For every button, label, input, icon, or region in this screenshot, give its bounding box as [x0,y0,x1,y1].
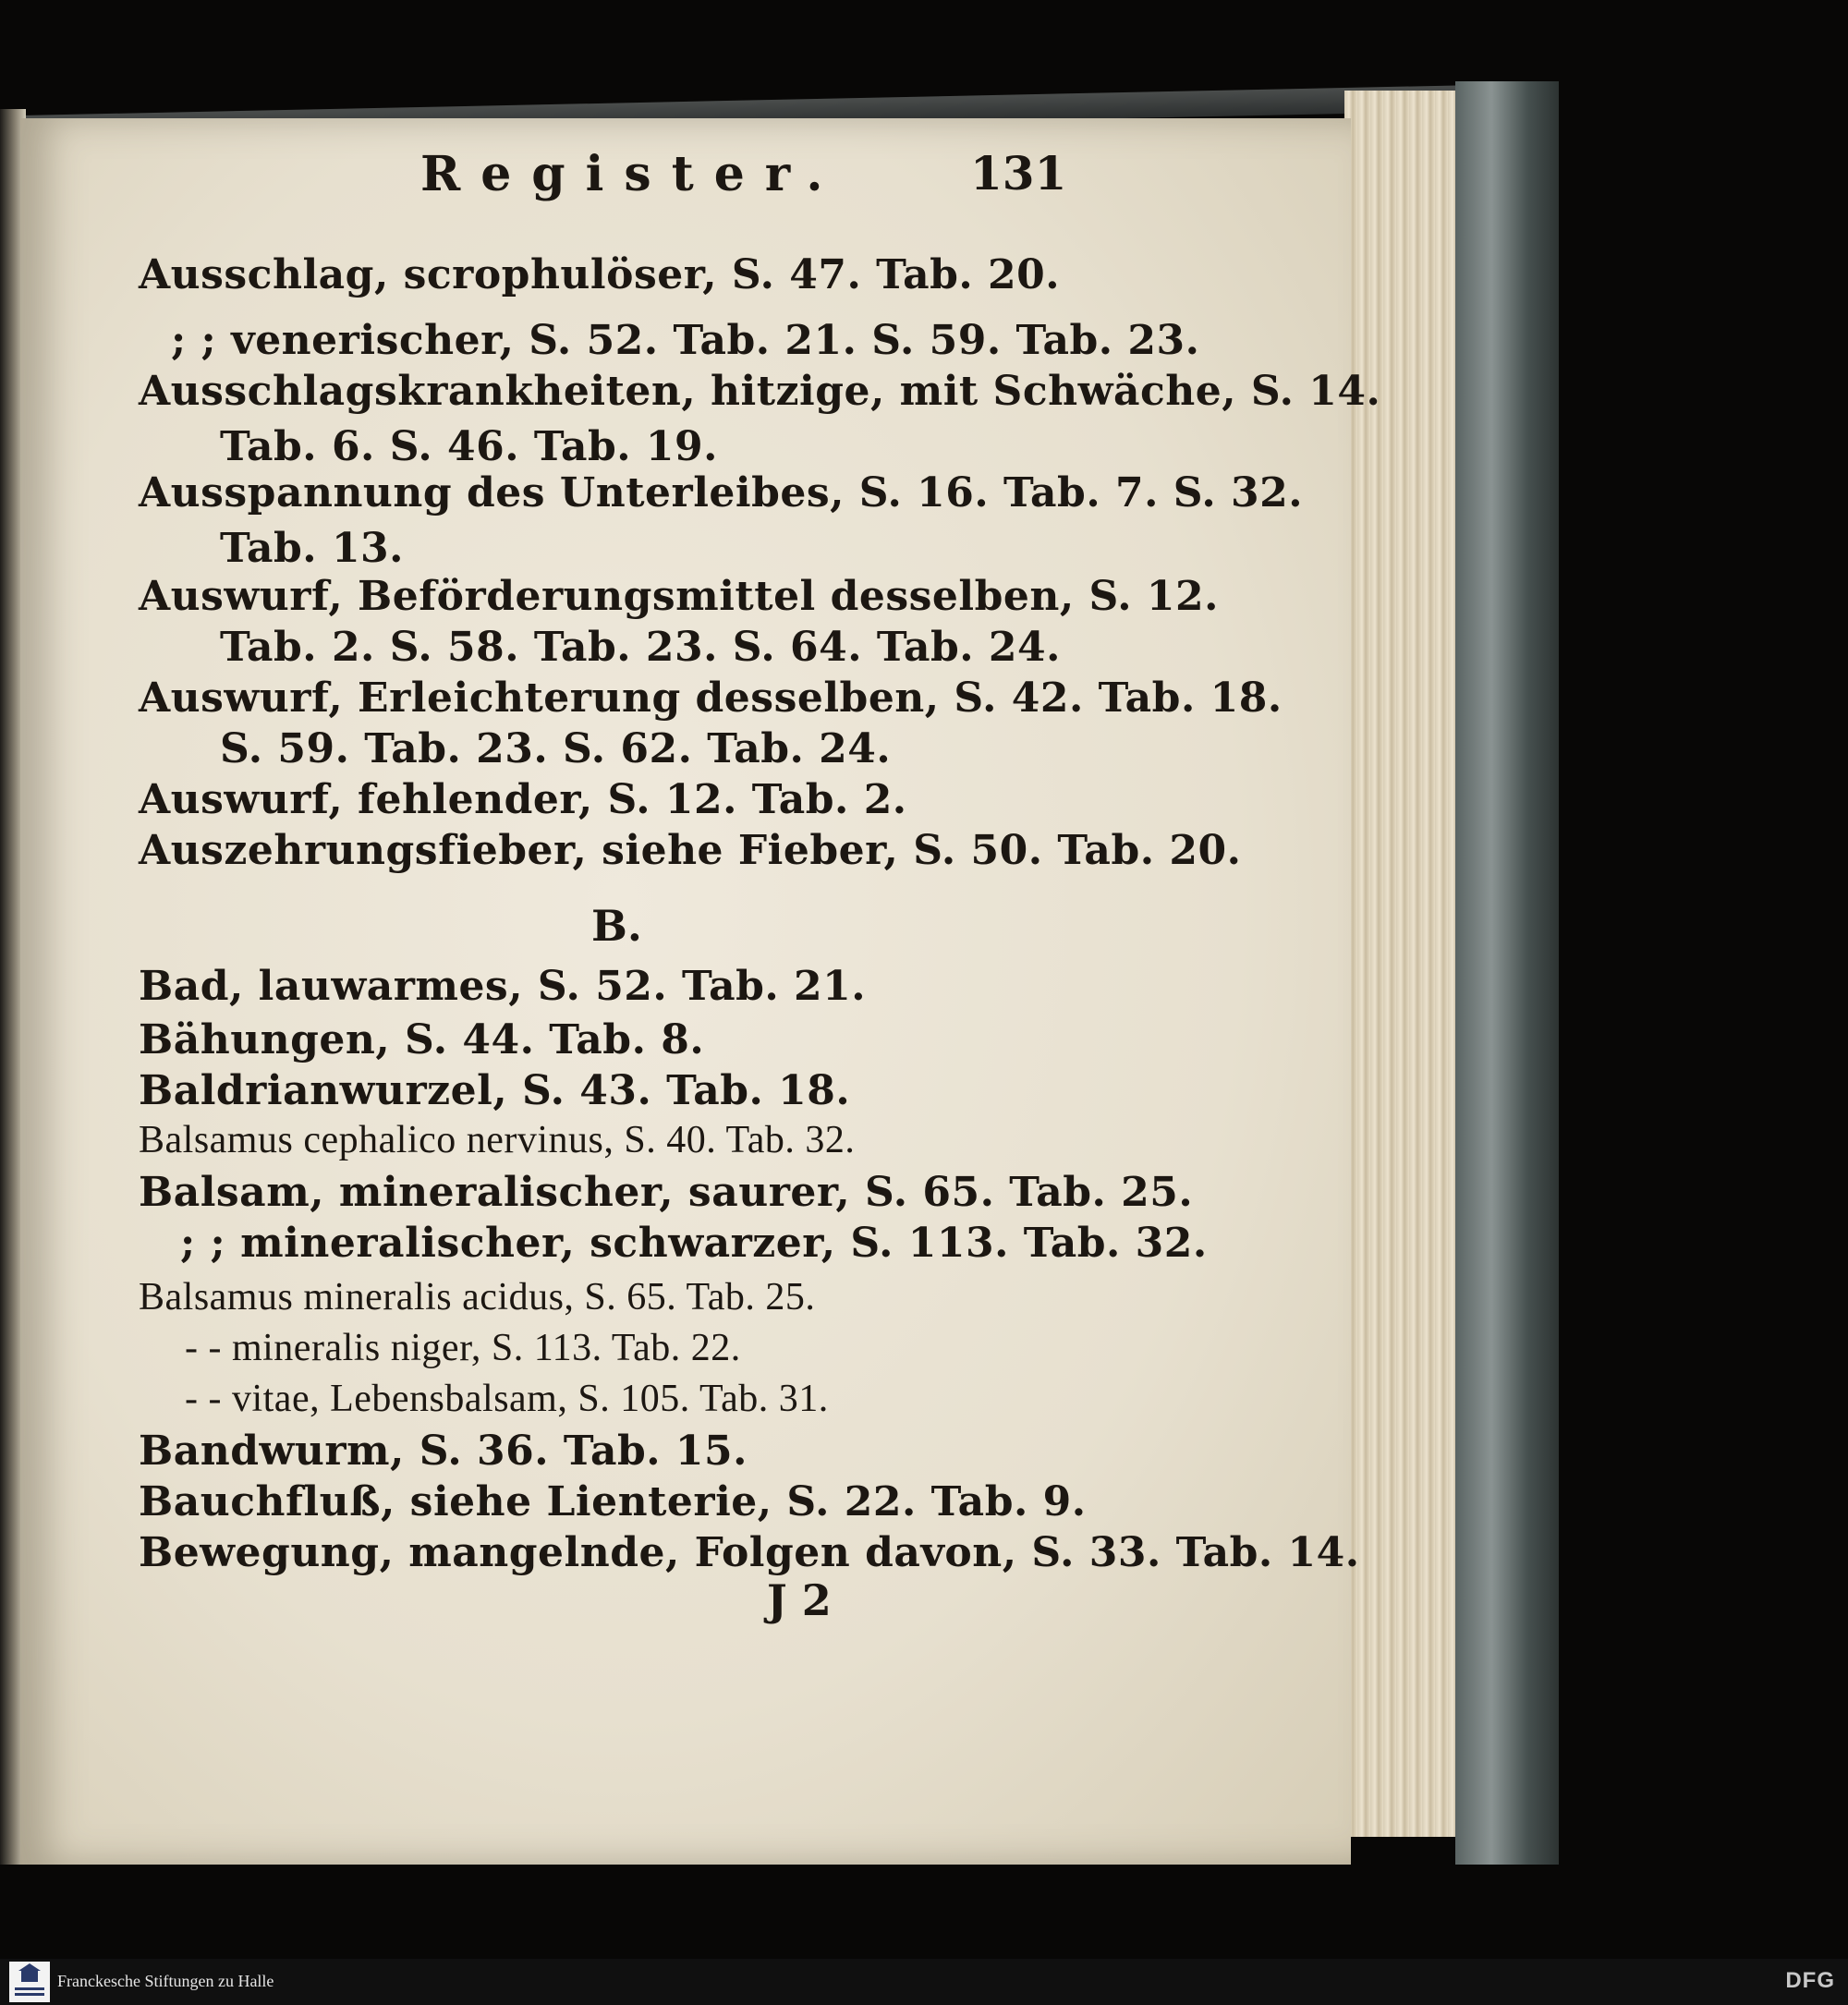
footer-bar [0,1959,1848,2005]
index-entry: Tab. 2. S. 58. Tab. 23. S. 64. Tab. 24. [220,624,1061,671]
index-entry: Auszehrungsfieber, siehe Fieber, S. 50. Tab. 20. [139,827,1242,874]
printer-signature: J 2 [767,1575,832,1625]
index-entry: S. 59. Tab. 23. S. 62. Tab. 24. [220,725,892,772]
index-entry: Ausschlag, scrophulöser, S. 47. Tab. 20. [139,251,1061,298]
institution-name: Franckesche Stiftungen zu Halle [57,1972,274,1990]
index-entry: Ausspannung des Unterleibes, S. 16. Tab. 7. S. 32. [139,469,1304,516]
index-entry: Auswurf, Erleichterung desselben, S. 42. Tab. 18. [139,674,1283,722]
section-letter: B. [591,901,642,951]
index-entry: Tab. 6. S. 46. Tab. 19. [220,423,718,470]
index-entry: Auswurf, Beförderungsmittel desselben, S. 12. [139,573,1219,620]
index-entry: - - vitae, Lebensbalsam, S. 105. Tab. 31. [185,1378,829,1420]
index-entry: Bähungen, S. 44. Tab. 8. [139,1016,705,1063]
index-entry: Tab. 13. [220,525,404,572]
francke-house-icon [9,1962,50,2002]
index-entry: Bauchfluß, siehe Lienterie, S. 22. Tab. 9. [139,1478,1087,1525]
index-entry: Balsamus cephalico nervinus, S. 40. Tab. 32. [139,1119,856,1161]
running-header: Register. [420,146,844,202]
dfg-logo: DFG [1785,1968,1835,1993]
index-entry: Balsamus mineralis acidus, S. 65. Tab. 25. [139,1276,816,1318]
index-entry: ; ; mineralischer, schwarzer, S. 113. Tab. 32. [180,1220,1208,1267]
index-entry: Balsam, mineralischer, saurer, S. 65. Tab. 25. [139,1169,1194,1216]
index-entry: Bandwurm, S. 36. Tab. 15. [139,1428,748,1475]
index-entry: Bewegung, mangelnde, Folgen davon, S. 33. Tab. 14. [139,1529,1360,1576]
index-entry: Auswurf, fehlender, S. 12. Tab. 2. [139,776,907,823]
index-entry: Baldrianwurzel, S. 43. Tab. 18. [139,1067,851,1114]
page-number: 131 [970,146,1067,200]
index-entry: ; ; venerischer, S. 52. Tab. 21. S. 59. Tab. 23. [171,317,1200,364]
index-entry: Ausschlagskrankheiten, hitzige, mit Schwäche, S. 14. [139,368,1381,415]
index-entry: - - mineralis niger, S. 113. Tab. 22. [185,1327,741,1369]
index-entry: Bad, lauwarmes, S. 52. Tab. 21. [139,963,867,1010]
